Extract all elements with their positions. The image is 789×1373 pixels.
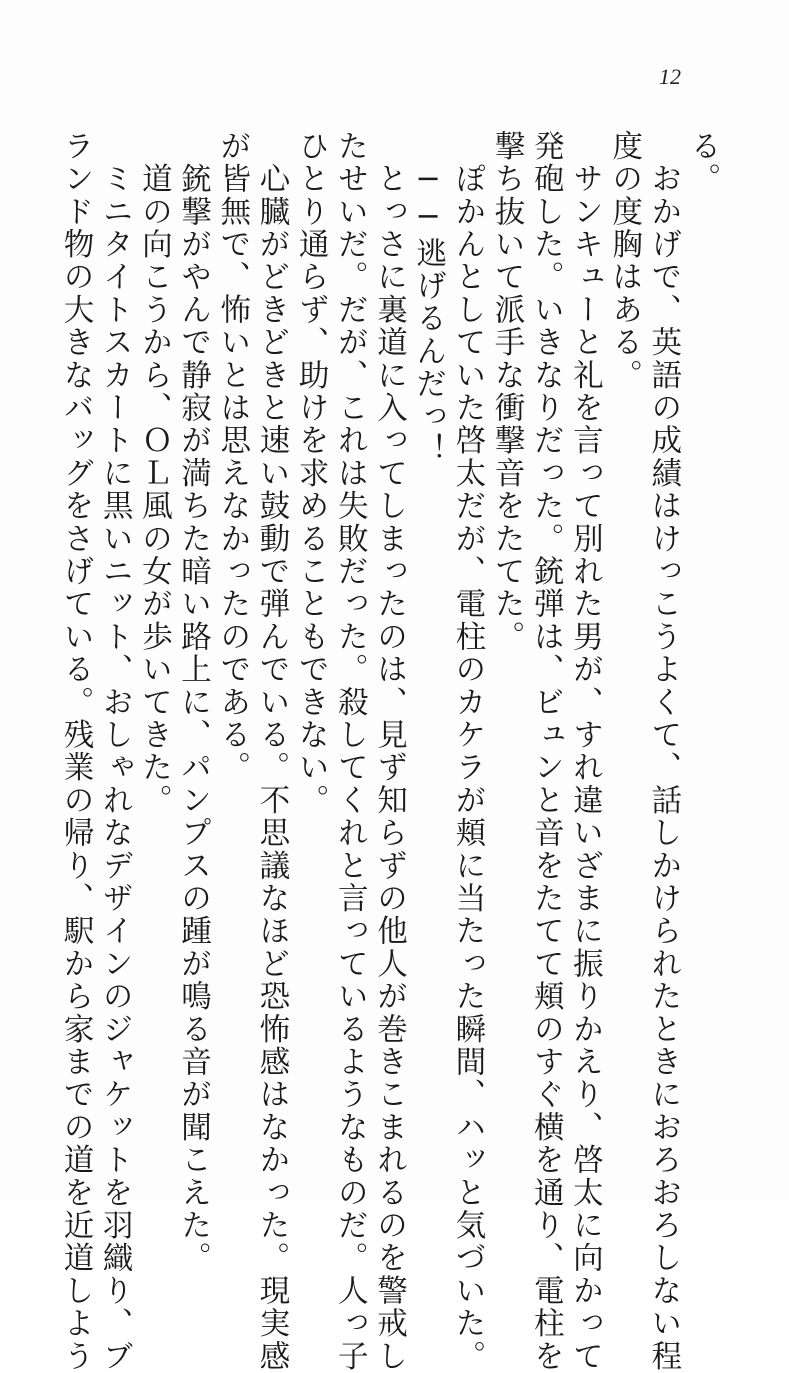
vertical-body-text	[58, 130, 720, 1373]
page-number: 12	[659, 64, 681, 89]
text-line: が皆無で、怖いとは思えなかったのである。	[214, 130, 250, 784]
text-line: おかげで、英語の成績はけっこうよくて、話しかけられたときにおろおろしない程	[645, 130, 681, 1373]
text-line: 心臓がどきどきと速い鼓動で弾んでいる。不思議なほど恐怖感はなかった。現実感	[253, 130, 289, 1373]
text-line: ──逃げるんだっ！	[410, 130, 446, 466]
text-line: たせいだ。だが、これは失敗だった。殺してくれと言っているようなものだ。人っ子	[332, 130, 368, 1373]
text-line: ミニタイトスカートに黒いニット、おしゃれなデザインのジャケットを羽織り、ブ	[97, 130, 133, 1373]
text-line: 度の度胸はある。	[606, 130, 642, 392]
text-line: サンキューと礼を言って別れた男が、すれ違いざまに振りかえり、啓太に向かって	[567, 130, 603, 1373]
text-line: る。	[685, 130, 720, 196]
text-line: ぽかんとしていた啓太だが、電柱のカケラが頬に当たった瞬間、ハッと気づいた。	[449, 130, 485, 1373]
text-line: ランド物の大きなバッグをさげている。残業の帰り、駅から家までの道を近道しよう	[58, 130, 93, 1373]
text-line: 道の向こうから、ＯＬ風の女が歩いてきた。	[136, 130, 172, 817]
text-line: 発砲した。いきなりだった。銃弾は、ビュンと音をたてて頬のすぐ横を通り、電柱を	[528, 130, 564, 1373]
text-line: とっさに裏道に入ってしまったのは、見ず知らずの他人が巻きこまれるのを警戒し	[371, 130, 407, 1373]
text-line: 銃撃がやんで静寂が満ちた暗い路上に、パンプスの踵が鳴る音が聞こえた。	[175, 130, 211, 1275]
text-line: 撃ち抜いて派手な衝撃音をたてた。	[489, 130, 525, 654]
text-line: ひとり通らず、助けを求めることもできない。	[293, 130, 329, 817]
